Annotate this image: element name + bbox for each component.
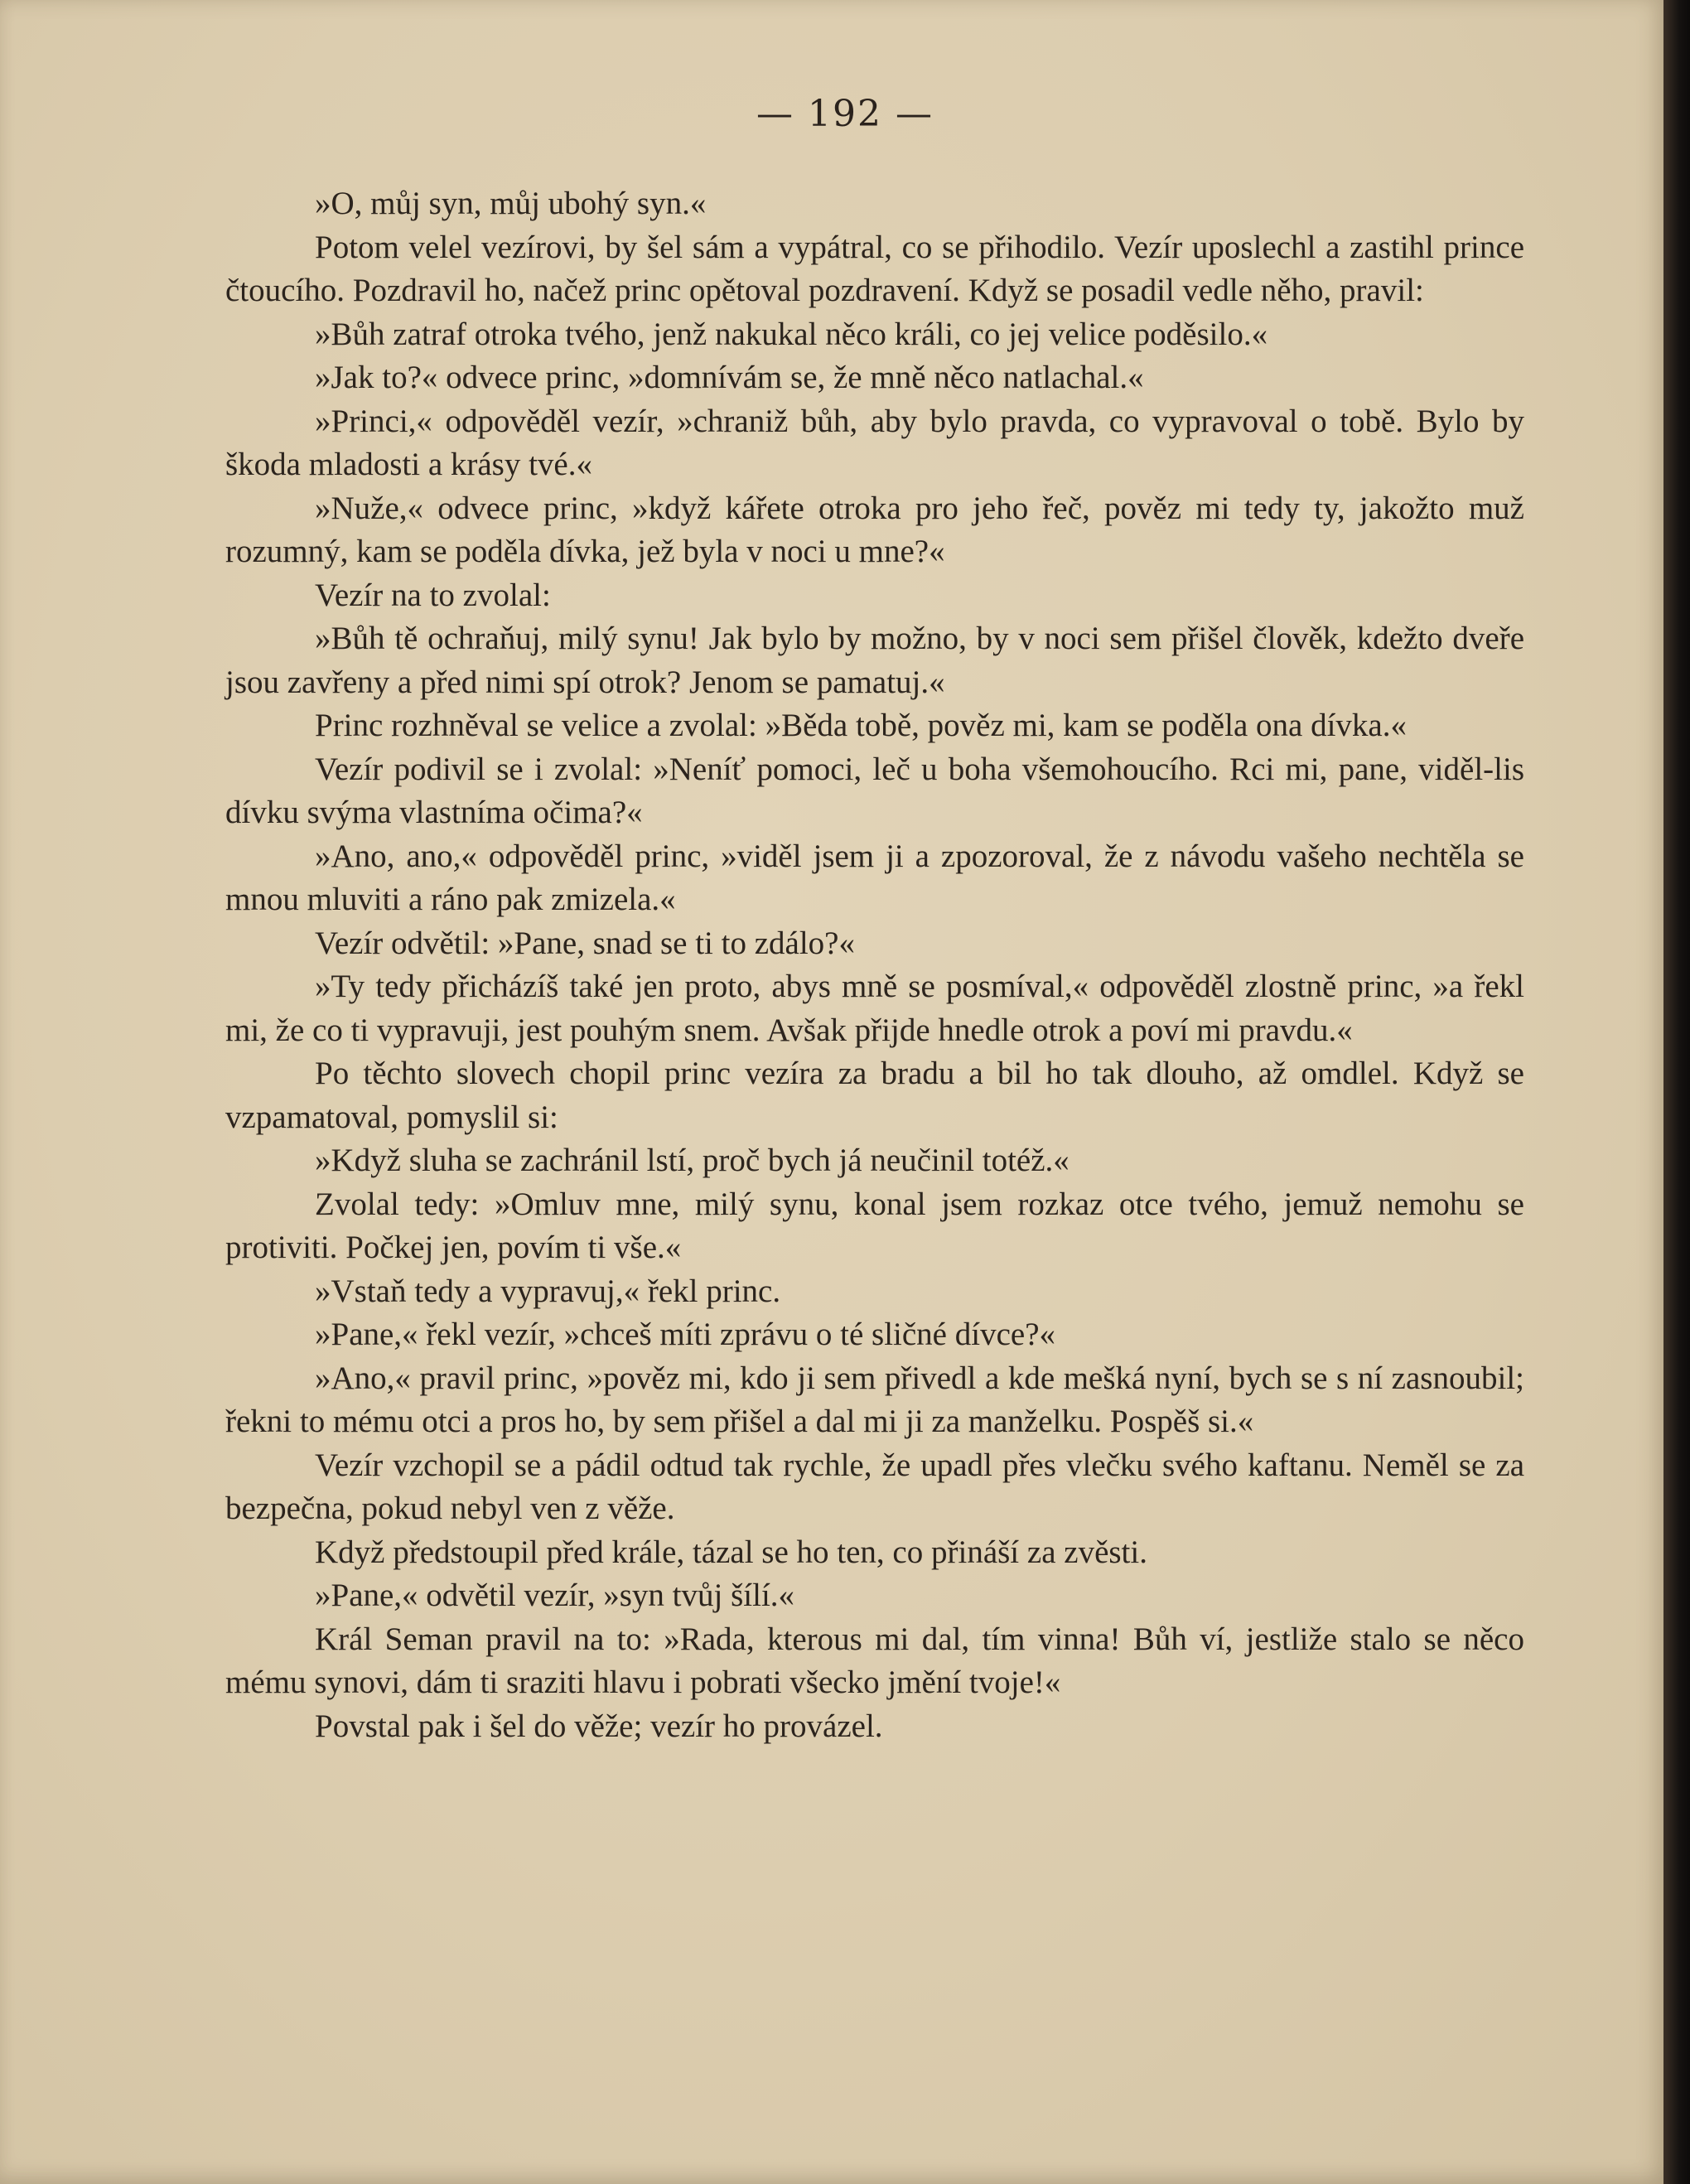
paragraph-19: »Ano,« pravil princ, »pověz mi, kdo ji sem přivedl a kde mešká nyní, bych se s ní zasnoubil; řekni to mému otci a pros ho, by sem přišel a dal mi ji za manželku. Pospěš si.« — [225, 1360, 1524, 1439]
paragraph-11: »Ano, ano,« odpověděl princ, »viděl jsem ji a zpozoroval, že z návodu vašeho nechtěla se mnou mluviti a ráno pak zmizela.« — [225, 838, 1524, 917]
paragraph-10: Vezír podivil se i zvolal: »Neníť pomoci, leč u boha všemohoucího. Rci mi, pane, viděl-lis dívku svýma vlastníma očima?« — [225, 751, 1524, 830]
paragraph-18: »Pane,« řekl vezír, »chceš míti zprávu o té sličné dívce?« — [315, 1317, 1056, 1352]
paragraph-15: »Když sluha se zachránil lstí, proč bych já neučinil totéž.« — [315, 1143, 1070, 1178]
paragraph-22: »Pane,« odvětil vezír, »syn tvůj šílí.« — [315, 1578, 795, 1613]
paragraph-20: Vezír vzchopil se a pádil odtud tak rychle, že upadl přes vlečku svého kaftanu. Neměl se za bezpečna, pokud nebyl ven z věže. — [225, 1447, 1524, 1526]
book-gutter — [1663, 0, 1690, 2184]
paragraph-9: Princ rozhněval se velice a zvolal: »Běda tobě, pověz mi, kam se poděla ona dívka.« — [315, 708, 1407, 743]
paragraph-14: Po těchto slovech chopil princ vezíra za bradu a bil ho tak dlouho, až omdlel. Když se vzpamatoval, pomyslil si: — [225, 1056, 1524, 1135]
paragraph-17: »Vstaň tedy a vypravuj,« řekl princ. — [315, 1273, 781, 1309]
paragraph-7: Vezír na to zvolal: — [315, 577, 551, 613]
paragraph-5: »Princi,« odpověděl vezír, »chraniž bůh, aby bylo pravda, co vypravoval o tobě. Bylo by škoda mladosti a krásy tvé.« — [225, 403, 1524, 482]
paragraph-16: Zvolal tedy: »Omluv mne, milý synu, konal jsem rozkaz otce tvého, jemuž nemohu se protiviti. Počkej jen, povím ti vše.« — [225, 1186, 1524, 1265]
paragraph-1: »O, můj syn, můj ubohý syn.« — [315, 186, 707, 221]
paragraph-24: Povstal pak i šel do věže; vezír ho provázel. — [315, 1708, 883, 1744]
paragraph-4: »Jak to?« odvece princ, »domnívám se, že mně něco natlachal.« — [315, 360, 1144, 395]
paragraph-12: Vezír odvětil: »Pane, snad se ti to zdálo?« — [315, 925, 855, 961]
paragraph-8: »Bůh tě ochraňuj, milý synu! Jak bylo by možno, by v noci sem přišel člověk, kdežto dveře jsou zavřeny a před nimi spí otrok? Jenom se pamatuj.« — [225, 621, 1524, 700]
paragraph-2: Potom velel vezírovi, by šel sám a vypátral, co se přihodilo. Vezír uposlechl a zastihl prince čtoucího. Pozdravil ho, načež princ opětoval pozdravení. Když se posadil vedle něho, pravil: — [225, 229, 1524, 308]
paragraph-6: »Nuže,« odvece princ, »když kářete otroka pro jeho řeč, pověz mi tedy ty, jakožto muž rozumný, kam se poděla dívka, jež byla v noci u mne?« — [225, 490, 1524, 569]
page-number: — 192 — — [756, 93, 934, 135]
body-text — [225, 182, 1524, 1748]
paragraph-3: »Bůh zatraf otroka tvého, jenž nakukal něco králi, co jej velice poděsilo.« — [315, 316, 1268, 352]
paragraph-21: Když předstoupil před krále, tázal se ho ten, co přináší za zvěsti. — [315, 1534, 1147, 1570]
paragraph-23: Král Seman pravil na to: »Rada, kterous mi dal, tím vinna! Bůh ví, jestliže stalo se něco mému synovi, dám ti sraziti hlavu i pobrati všecko jmění tvoje!« — [225, 1621, 1524, 1700]
paragraph-13: »Ty tedy přicházíš také jen proto, abys mně se posmíval,« odpověděl zlostně princ, »a řekl mi, že co ti vypravuji, jest pouhým snem. Avšak přijde hnedle otrok a poví mi pravdu.« — [225, 969, 1524, 1048]
